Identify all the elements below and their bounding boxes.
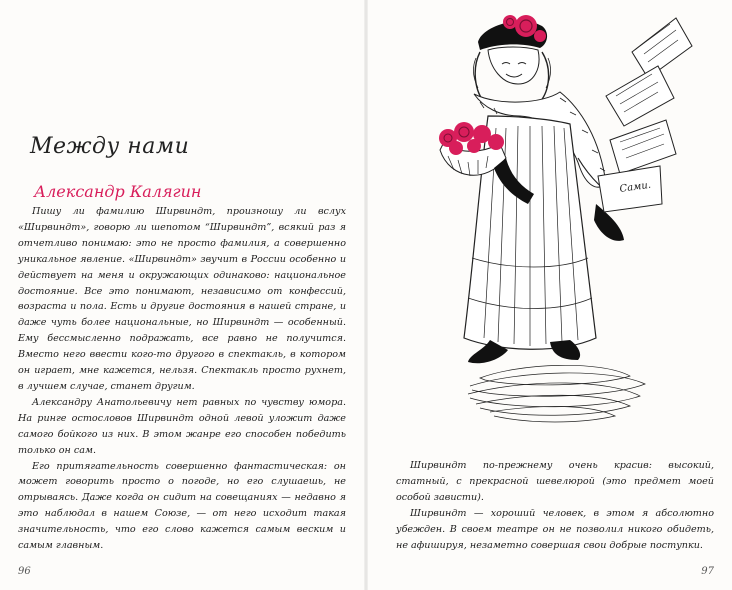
paragraph: Александру Анатольевичу нет равных по чувству юмора. На ринге остословов Ширвиндт одной левой уложит даже самого бойкого из них. В этом жанре его способен победить только он сам. bbox=[18, 396, 346, 456]
page-number-left: 96 bbox=[18, 566, 31, 577]
page-number-right: 97 bbox=[701, 566, 714, 577]
shadow-scribble bbox=[468, 365, 645, 422]
right-body-text bbox=[396, 458, 714, 553]
right-page bbox=[366, 0, 732, 590]
caricature-illustration bbox=[410, 8, 706, 436]
paragraph: Его притягательность совершенно фантастическая: он может говорить просто о погоде, но его слушаешь, не отрываясь. Даже когда он сидит на совещаниях — недавно я это наблюдал в нашем Союзе, — от него исходит такая значительность, что его слово кажется самым веским и самым главным. bbox=[18, 460, 346, 552]
left-body-text bbox=[18, 204, 346, 554]
paragraph: Ширвиндт — хороший человек, в этом я абсолютно убежден. В своем театре он не позволил никого обидеть, не афишируя, незаметно совершая свои добрые поступки. bbox=[396, 507, 714, 551]
face bbox=[488, 47, 539, 84]
paragraph: Пишу ли фамилию Ширвиндт, произношу ли вслух «Ширвиндт», говорю ли шепотом “Ширвиндт”, всякий раз я отчетливо понимаю: это не просто фамилия, а совершенно уникальное явление. «Ширвиндт» звучит в России особенно и действует на меня и окружающих одинаково: национальное достояние. Все это понимают, независимо от конфессий, возраста и пола. Есть и другие достояния в нашей стране, и даже чуть более национальные, но Ширвиндт — особенный. Ему бессмысленно подражать, все равно не получится. Вместо него ввести кого-то другого в спектакль, в котором он играет, мне кажется, нельзя. Спектакль просто рухнет, в лучшем случае, станет другим. bbox=[18, 206, 346, 392]
author-name: Александр Калягин bbox=[34, 182, 202, 201]
chapter-title: Между нами bbox=[30, 134, 190, 159]
sheet-lettering: Сами. bbox=[618, 179, 652, 195]
paragraph: Ширвиндт по-прежнему очень красив: высокий, статный, с прекрасной шевелюрой (это предмет моей особой зависти). bbox=[396, 460, 714, 503]
